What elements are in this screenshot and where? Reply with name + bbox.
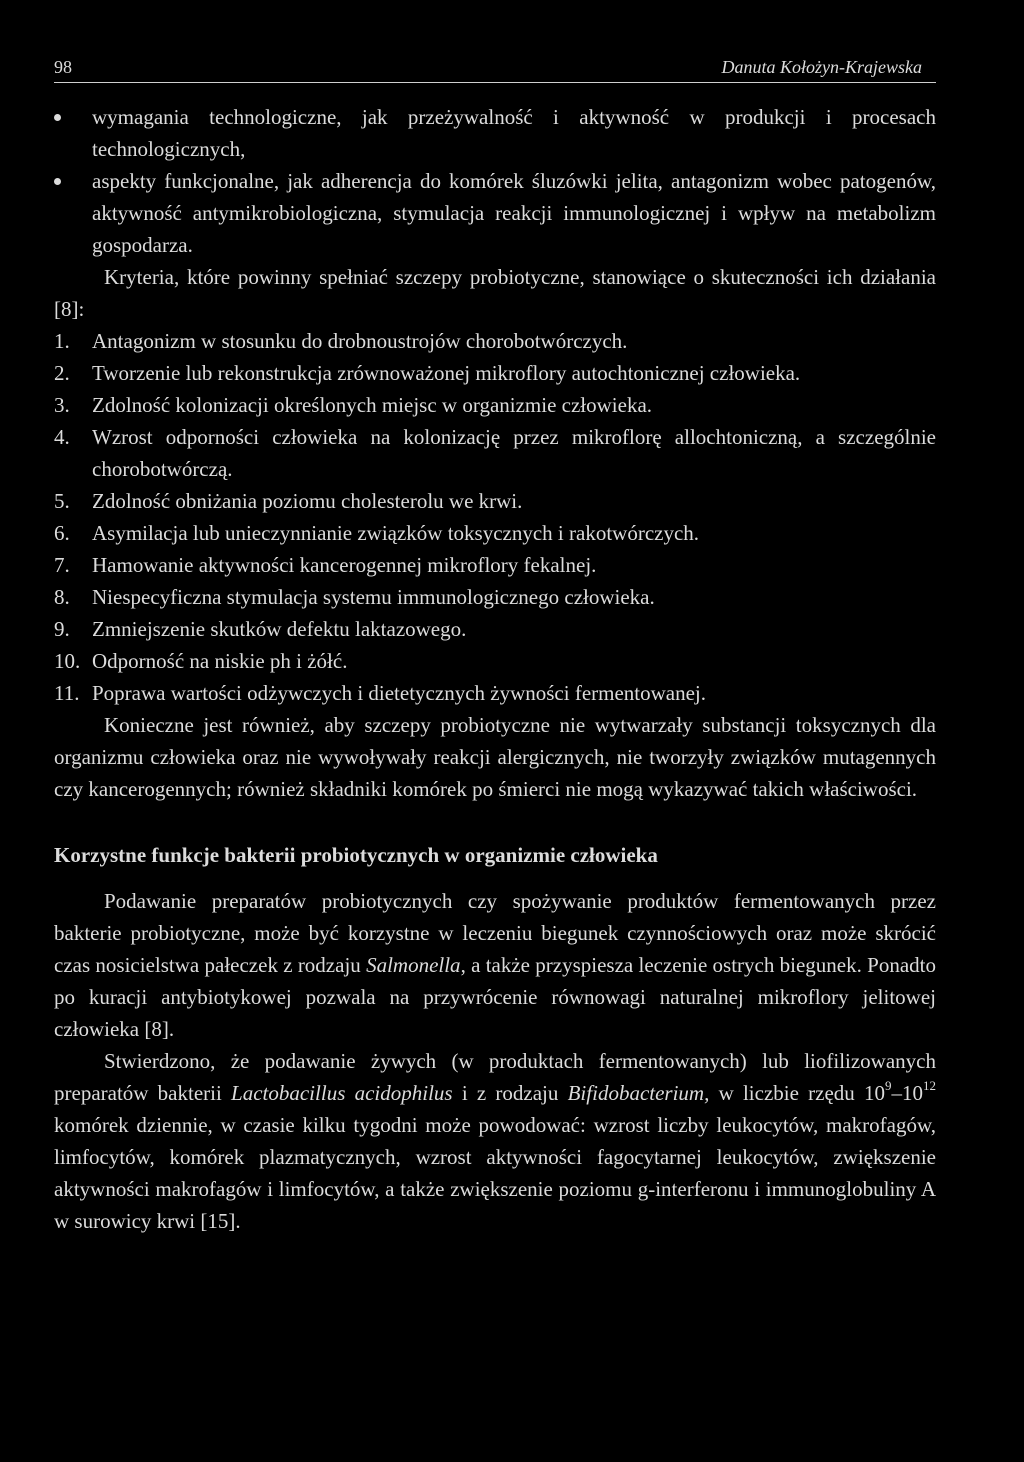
item-number: 11.: [54, 681, 80, 705]
text-run: Podawanie preparatów probiotycznych czy spożywanie produktów fermentowanych przez bakterie probiotyczne, może być korzystne w leczeniu biegunek czynnościowych oraz może skrócić czas nosicielstwa pałeczek z rodzaju: [54, 889, 936, 977]
item-text: Zdolność obniżania poziomu cholesterolu we krwi.: [92, 489, 523, 513]
page-number: 98: [54, 57, 72, 77]
taxon-name: Salmonella: [366, 953, 461, 977]
item-number: 4.: [54, 425, 70, 449]
item-number: 3.: [54, 393, 70, 417]
text-run: , a także przyspiesza leczenie ostrych biegunek. Ponadto po kuracji antybiotykowej pozwala na przywrócenie równowagi naturalnej mikroflory jelitowej człowieka [8].: [54, 953, 936, 1041]
item-text: Odporność na niskie ph i żółć.: [92, 649, 348, 673]
text-run: komórek dziennie, w czasie kilku tygodni może powodować: wzrost liczby leukocytów, makrofagów, limfocytów, komórek plazmatycznych, wzrost aktywności fagocytarnej leukocytów, zwiększenie aktywności makrofagów i limfocytów, a także zwiększenie poziomu g-interferonu i immunoglobuliny A w surowicy krwi [15].: [54, 1113, 936, 1233]
criteria-intro: Kryteria, które powinny spełniać szczepy probiotyczne, stanowiące o skuteczności ich działania [8]:: [54, 265, 936, 321]
list-item: [54, 421, 936, 485]
section-heading: Korzystne funkcje bakterii probiotycznych w organizmie człowieka: [54, 843, 658, 867]
item-text: Antagonizm w stosunku do drobnoustrojów chorobotwórczych.: [92, 329, 628, 353]
text-run: Stwierdzono, że podawanie żywych (w produktach fermentowanych) lub liofilizowanych preparatów bakterii: [54, 1049, 936, 1105]
list-item: [54, 517, 936, 549]
item-text: Zmniejszenie skutków defektu laktazowego.: [92, 617, 467, 641]
bullet-icon: [54, 114, 61, 121]
list-item: [54, 101, 936, 165]
page-header: [54, 56, 936, 83]
item-text: Tworzenie lub rekonstrukcja zrównoważonej mikroflory autochtonicznej człowieka.: [92, 361, 801, 385]
item-number: 5.: [54, 489, 70, 513]
text-run: w liczbie rzędu 10: [709, 1081, 885, 1105]
list-item: [54, 485, 936, 517]
item-text: Zdolność kolonizacji określonych miejsc w organizmie człowieka.: [92, 393, 653, 417]
body-paragraph: [54, 1045, 936, 1237]
criteria-list: [54, 325, 936, 709]
text-run: i z rodzaju: [452, 1081, 568, 1105]
body-paragraph: [54, 885, 936, 1045]
item-number: 7.: [54, 553, 70, 577]
list-item: [54, 549, 936, 581]
bullet-list: [54, 101, 936, 261]
taxon-name: Bifidobacterium,: [567, 1081, 710, 1105]
item-number: 8.: [54, 585, 70, 609]
item-text: Wzrost odporności człowieka na kolonizację przez mikroflorę allochtoniczną, a szczególnie chorobotwórczą.: [92, 425, 936, 481]
document-page: [54, 56, 936, 1237]
list-item: [54, 613, 936, 645]
list-item: [54, 165, 936, 261]
item-number: 10.: [54, 649, 81, 673]
list-item: [54, 581, 936, 613]
running-author: Danuta Kołożyn-Krajewska: [721, 57, 922, 77]
bullet-text: wymagania technologiczne, jak przeżywalność i aktywność w produkcji i procesach technologicznych,: [92, 105, 936, 161]
list-item: [54, 325, 936, 357]
item-text: Niespecyficzna stymulacja systemu immunologicznego człowieka.: [92, 585, 655, 609]
toxicity-paragraph: Konieczne jest również, aby szczepy probiotyczne nie wytwarzały substancji toksycznych dla organizmu człowieka oraz nie wywoływały reakcji alergicznych, nie tworzyły związków mutagennych czy kancerogennych; również składniki komórek po śmierci nie mogą wykazywać takich właściwości.: [54, 713, 936, 801]
item-text: Asymilacja lub unieczynnianie związków toksycznych i rakotwórczych.: [92, 521, 700, 545]
list-item: [54, 357, 936, 389]
list-item: [54, 645, 936, 677]
list-item: [54, 677, 936, 709]
list-item: [54, 389, 936, 421]
taxon-name: Lactobacillus acidophilus: [231, 1081, 453, 1105]
item-number: 9.: [54, 617, 70, 641]
bullet-icon: [54, 178, 61, 185]
bullet-text: aspekty funkcjonalne, jak adherencja do komórek śluzówki jelita, antagonizm wobec patogenów, aktywność antymikrobiologiczna, stymulacja reakcji immunologicznej i wpływ na metabolizm gospodarza.: [92, 169, 936, 257]
item-number: 1.: [54, 329, 70, 353]
item-number: 6.: [54, 521, 70, 545]
item-number: 2.: [54, 361, 70, 385]
item-text: Poprawa wartości odżywczych i dietetycznych żywności fermentowanej.: [92, 681, 707, 705]
text-run: –10: [891, 1081, 923, 1105]
exponent: 12: [923, 1078, 936, 1093]
item-text: Hamowanie aktywności kancerogennej mikroflory fekalnej.: [92, 553, 597, 577]
exponent: 9: [885, 1078, 892, 1093]
